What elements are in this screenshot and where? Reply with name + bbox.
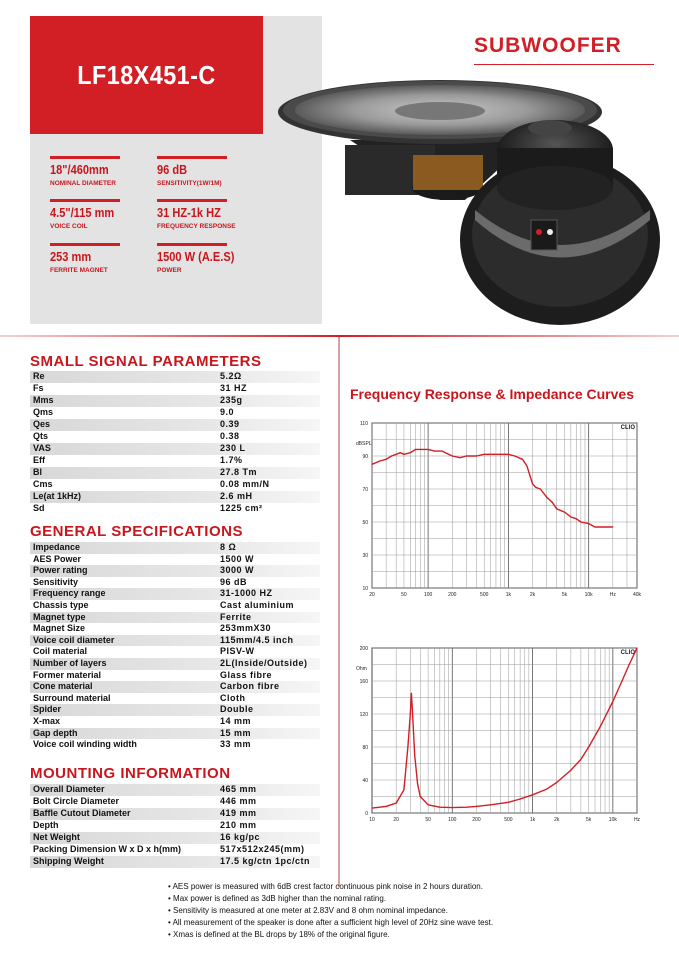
mount-name: Overall Diameter <box>33 784 105 794</box>
data-point <box>551 502 552 503</box>
data-point <box>570 770 571 771</box>
table-row <box>30 670 320 682</box>
spec-label: NOMINAL DIAMETER <box>50 180 116 187</box>
y-tick-label: 40 <box>362 778 368 784</box>
spec-underline <box>157 156 227 159</box>
x-tick-label: 5k <box>561 592 568 598</box>
data-point <box>391 455 392 456</box>
x-tick-label: 500 <box>480 592 489 598</box>
table-row <box>30 704 320 716</box>
footnote: • All measurement of the speaker is done after a sufficient high level of 20Hz sine wave test. <box>168 918 494 927</box>
data-point <box>576 518 577 519</box>
data-point <box>448 454 449 455</box>
x-tick-label: 2k <box>529 592 536 598</box>
x-tick-label: 1k <box>529 817 536 823</box>
param-value: 31 HZ <box>220 383 248 393</box>
param-name: Eff <box>33 455 45 465</box>
data-point <box>428 449 429 450</box>
data-point <box>484 454 485 455</box>
spec-name: Spider <box>33 704 62 715</box>
spec-value: 31-1000 HZ <box>220 588 273 599</box>
data-point <box>520 798 521 799</box>
data-point <box>466 455 467 456</box>
spec-name: Chassis type <box>33 600 89 610</box>
param-value: 0.08 mm/N <box>220 479 270 489</box>
param-name: Cms <box>33 479 53 489</box>
data-point <box>371 464 372 465</box>
data-point <box>411 693 412 694</box>
param-value: 27.8 Tm <box>220 467 258 477</box>
data-point <box>371 807 372 808</box>
spec-value: 3000 W <box>220 565 255 576</box>
spec-name: Number of layers <box>33 658 107 668</box>
data-point <box>396 454 397 455</box>
x-tick-label: 10k <box>608 817 617 823</box>
spec-name: Cone material <box>33 681 93 692</box>
data-point <box>420 449 421 450</box>
spec-value: 4.5"/115 mm <box>50 205 115 220</box>
data-point <box>407 746 408 747</box>
table-row <box>30 635 320 647</box>
spec-label: VOICE COIL <box>50 223 88 230</box>
mount-value: 517x512x245(mm) <box>220 844 305 854</box>
spec-name: Magnet type <box>33 611 86 622</box>
param-name: Fs <box>33 383 44 393</box>
impedance-chart <box>340 640 640 830</box>
table-row <box>30 371 320 383</box>
table-row <box>30 681 320 693</box>
param-value: 5.2Ω <box>220 371 242 381</box>
spec-value: 31 HZ-1k HZ <box>157 205 221 220</box>
table-row <box>30 554 320 566</box>
param-name: Mms <box>33 395 54 405</box>
spec-name: Frequency range <box>33 588 106 599</box>
frequency-response-chart <box>340 415 640 605</box>
data-point <box>556 508 557 509</box>
spec-value: 18"/460mm <box>50 162 109 177</box>
table-row <box>30 856 320 868</box>
x-tick-label: 10k <box>584 592 593 598</box>
mount-name: Baffle Cutout Diameter <box>33 808 131 818</box>
spec-name: Coil material <box>33 646 88 657</box>
data-point <box>580 759 581 760</box>
table-row <box>30 808 320 820</box>
spec-name: Gap depth <box>33 727 78 738</box>
data-point <box>564 512 565 513</box>
table-row <box>30 419 320 431</box>
mount-name: Bolt Circle Diameter <box>33 796 120 806</box>
param-name: Qes <box>33 419 51 429</box>
param-value: 1.7% <box>220 455 243 465</box>
spec-label: FREQUENCY RESPONSE <box>157 223 236 230</box>
data-point <box>434 450 435 451</box>
x-tick-label: 20 <box>369 592 375 598</box>
spec-value: 15 mm <box>220 727 252 738</box>
spec-label: SENSITIVITY(1W/1M) <box>157 180 222 187</box>
clio-label: CLIO <box>620 425 635 431</box>
spec-underline <box>50 199 120 202</box>
param-value: 9.0 <box>220 407 235 417</box>
x-tick-label: 50 <box>401 592 407 598</box>
x-tick-label: 500 <box>504 817 513 823</box>
footnote-text: Sensitivity is measured at one meter at 2.83V and 8 ohm nominal impedance. <box>173 906 448 915</box>
spec-underline <box>50 156 120 159</box>
data-point <box>522 459 523 460</box>
data-point <box>526 465 527 466</box>
spec-name: AES Power <box>33 553 82 564</box>
spec-name: Magnet Size <box>33 623 86 634</box>
spec-value: 33 mm <box>220 739 252 750</box>
spec-value: 14 mm <box>220 716 252 726</box>
x-tick-label: 100 <box>448 817 457 823</box>
footnote-text: Max power is defined as 3dB higher than the nominal rating. <box>173 894 387 903</box>
spec-value: 253 mm <box>50 249 92 264</box>
data-point <box>514 455 515 456</box>
data-point <box>508 454 509 455</box>
data-point <box>459 457 460 458</box>
table-row <box>30 820 320 832</box>
param-name: Qts <box>33 431 49 441</box>
param-name: Le(at 1kHz) <box>33 491 82 501</box>
data-point <box>621 680 622 681</box>
data-point <box>600 726 601 727</box>
data-point <box>403 454 404 455</box>
spec-name: Voice coil winding width <box>33 739 137 750</box>
footnote: • Max power is defined as 3dB higher than the nominal rating. <box>168 894 387 903</box>
param-value: 230 L <box>220 443 246 453</box>
x-tick-label: Hz <box>633 817 641 823</box>
x-tick-label: 2k <box>554 817 560 823</box>
speaker-illustration <box>265 70 665 330</box>
y-tick-label: 50 <box>362 520 368 526</box>
spec-label: POWER <box>157 267 182 274</box>
footnote: • Sensitivity is measured at one meter at 2.83V and 8 ohm nominal impedance. <box>168 906 448 915</box>
table-row <box>30 728 320 740</box>
y-axis-label: Ohm <box>356 666 367 672</box>
spec-underline <box>157 199 227 202</box>
data-point <box>546 788 547 789</box>
y-tick-label: 120 <box>359 712 368 718</box>
data-point <box>490 804 491 805</box>
spec-value: 2L(Inside/Outside) <box>220 658 308 668</box>
x-tick-label: 5k <box>586 817 592 823</box>
spec-value: 96 dB <box>220 576 248 587</box>
data-point <box>476 806 477 807</box>
data-point <box>500 454 501 455</box>
param-value: 2.6 mH <box>220 491 253 501</box>
table-row <box>30 467 320 479</box>
x-tick-label: 10 <box>369 817 375 823</box>
spec-value: Ferrite <box>220 611 252 622</box>
footnotes <box>168 881 493 941</box>
table-row <box>30 646 320 658</box>
data-point <box>417 784 418 785</box>
data-point <box>594 526 595 527</box>
x-tick-label: Hz <box>609 592 616 598</box>
chart-title: Frequency Response & Impedance Curves <box>350 386 634 402</box>
spec-name: X-max <box>33 716 61 726</box>
table-row <box>30 588 320 600</box>
data-point <box>410 713 411 714</box>
mount-value: 465 mm <box>220 784 257 794</box>
x-tick-label: 100 <box>423 592 433 598</box>
data-point <box>439 807 440 808</box>
spec-name: Sensitivity <box>33 576 79 587</box>
data-point <box>420 796 421 797</box>
footnote-text: AES power is measured with 6dB crest factor continuous pink noise in 2 hours duration. <box>172 882 483 891</box>
spec-value: 115mm/4.5 inch <box>220 634 294 645</box>
spec-value: Carbon fibre <box>220 681 280 692</box>
spec-value: 1500 W (A.E.S) <box>157 249 235 264</box>
mount-name: Shipping Weight <box>33 856 104 866</box>
table-row <box>30 600 320 612</box>
param-value: 235g <box>220 395 243 405</box>
y-tick-label: 80 <box>362 745 368 751</box>
data-point <box>570 516 571 517</box>
footnote-text: Xmas is defined at the BL drops by 18% of the original figure. <box>173 930 390 939</box>
spec-name: Impedance <box>33 542 81 552</box>
data-point <box>386 459 387 460</box>
spec-value: Glass fibre <box>220 669 273 680</box>
spec-value: 253mmX30 <box>220 623 272 634</box>
spec-value: Cloth <box>220 692 246 703</box>
mounting-title: MOUNTING INFORMATION <box>30 765 231 782</box>
table-row <box>30 844 320 856</box>
y-tick-label: 160 <box>359 679 368 685</box>
mount-name: Packing Dimension W x D x h(mm) <box>33 844 182 854</box>
spec-name: Power rating <box>33 565 88 576</box>
brand-title: SUBWOOFER <box>474 34 622 57</box>
data-point <box>386 806 387 807</box>
spec-value: 1500 W <box>220 553 255 564</box>
table-row <box>30 542 320 554</box>
x-tick-label: 40k <box>632 592 642 598</box>
data-point <box>612 526 613 527</box>
y-tick-label: 10 <box>362 586 368 592</box>
x-tick-label: 200 <box>448 592 457 598</box>
data-point <box>490 454 491 455</box>
param-value: 1225 cm² <box>220 503 263 513</box>
spec-name: Surround material <box>33 692 111 703</box>
data-point <box>452 455 453 456</box>
data-point <box>403 789 404 790</box>
data-point <box>535 487 536 488</box>
table-row <box>30 565 320 577</box>
data-point <box>546 497 547 498</box>
param-name: VAS <box>33 443 51 453</box>
y-tick-label: 110 <box>360 421 368 427</box>
data-point <box>580 521 581 522</box>
table-row <box>30 407 320 419</box>
spec-value: 8 Ω <box>220 542 237 552</box>
spec-label: FERRITE MAGNET <box>50 267 108 274</box>
table-row <box>30 716 320 728</box>
data-point <box>612 701 613 702</box>
data-point <box>396 803 397 804</box>
table-row <box>30 395 320 407</box>
spec-value: Double <box>220 704 254 715</box>
mount-value: 210 mm <box>220 820 257 830</box>
spec-name: Former material <box>33 669 102 680</box>
data-point <box>466 807 467 808</box>
data-point <box>400 452 401 453</box>
table-row <box>30 455 320 467</box>
data-point <box>602 526 603 527</box>
clio-label: CLIO <box>620 650 635 656</box>
y-tick-label: 0 <box>365 811 368 817</box>
data-point <box>556 782 557 783</box>
table-row <box>30 479 320 491</box>
param-name: Sd <box>33 503 45 513</box>
small-signal-title: SMALL SIGNAL PARAMETERS <box>30 353 262 370</box>
param-name: Re <box>33 371 45 381</box>
table-row <box>30 623 320 635</box>
spec-underline <box>157 243 227 246</box>
mount-name: Depth <box>33 820 59 830</box>
param-value: 0.39 <box>220 419 240 429</box>
data-point <box>540 488 541 489</box>
data-point <box>532 794 533 795</box>
table-row <box>30 383 320 395</box>
table-row <box>30 796 320 808</box>
brand-underline <box>474 64 654 65</box>
data-point <box>508 802 509 803</box>
x-tick-label: 200 <box>472 817 481 823</box>
x-tick-label: 1k <box>505 592 512 598</box>
data-point <box>412 713 413 714</box>
x-tick-label: 50 <box>425 817 431 823</box>
data-point <box>452 807 453 808</box>
data-point <box>588 523 589 524</box>
general-specs-title: GENERAL SPECIFICATIONS <box>30 523 243 540</box>
table-row <box>30 491 320 503</box>
spec-value: PISV-W <box>220 646 255 657</box>
model-name: LF18X451-C <box>77 60 216 90</box>
mount-value: 16 kg/pc <box>220 832 261 842</box>
y-tick-label: 90 <box>362 454 368 460</box>
data-point <box>629 664 630 665</box>
table-row <box>30 443 320 455</box>
y-tick-label: 70 <box>362 487 368 493</box>
data-point <box>588 746 589 747</box>
spec-value: 96 dB <box>157 162 188 177</box>
table-row <box>30 832 320 844</box>
data-point <box>414 755 415 756</box>
table-row <box>30 577 320 589</box>
data-point <box>476 455 477 456</box>
table-row <box>30 693 320 705</box>
mount-value: 419 mm <box>220 808 257 818</box>
y-tick-label: 30 <box>362 553 368 559</box>
y-axis-label: dBSPL <box>356 441 372 447</box>
data-point <box>428 804 429 805</box>
x-tick-label: 20 <box>393 817 399 823</box>
table-row <box>30 612 320 624</box>
data-point <box>415 449 416 450</box>
table-row <box>30 739 320 751</box>
y-tick-label: 200 <box>359 646 368 652</box>
table-row <box>30 431 320 443</box>
data-point <box>532 483 533 484</box>
spec-value: Cast aluminium <box>220 600 295 610</box>
footnote: • Xmas is defined at the BL drops by 18% of the original figure. <box>168 930 390 939</box>
mount-value: 446 mm <box>220 796 257 806</box>
data-point <box>410 452 411 453</box>
table-row <box>30 658 320 670</box>
mount-value: 17.5 kg/ctn 1pc/ctn <box>220 856 311 866</box>
data-point <box>636 647 637 648</box>
footnote: • AES power is measured with 6dB crest factor continuous pink noise in 2 hours duration. <box>168 882 483 891</box>
data-point <box>442 450 443 451</box>
param-name: Bl <box>33 467 42 477</box>
param-value: 0.38 <box>220 431 240 441</box>
spec-underline <box>50 243 120 246</box>
footnote-text: All measurement of the speaker is done after a sufficient high level of 20Hz sine wave test. <box>172 918 494 927</box>
mount-name: Net Weight <box>33 832 80 842</box>
table-row <box>30 503 320 515</box>
data-point <box>379 460 380 461</box>
table-row <box>30 784 320 796</box>
spec-name: Voice coil diameter <box>33 634 115 645</box>
param-name: Qms <box>33 407 54 417</box>
